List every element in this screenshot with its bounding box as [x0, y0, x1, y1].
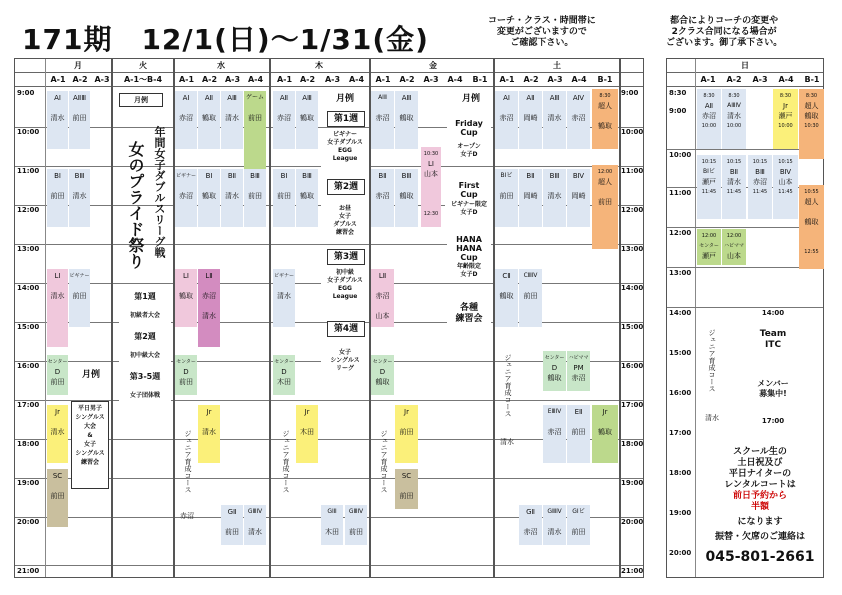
members-wanted: メンバー 募集中! [747, 379, 799, 403]
day-mon: 月 [74, 61, 82, 70]
class-cell: センター D 鶴取 [371, 355, 394, 395]
thursday-week3: 第3週 [327, 249, 365, 265]
time-label: 16:00 [621, 362, 644, 370]
junior-course: ジュニア育成コース [380, 429, 388, 493]
class-cell: ゲーム 前田 [244, 91, 266, 169]
friday-cup3: HANA HANA Cup [447, 235, 491, 265]
class-cell: SC 前田 [395, 469, 418, 509]
time-label: 18:00 [669, 469, 692, 477]
class-cell: 10:55 超人 鶴取 12:55 [799, 185, 824, 269]
time-label: 20:00 [669, 549, 692, 557]
class-cell: AⅡ 鶴取 [198, 91, 220, 149]
class-cell: 赤沼 [180, 512, 194, 520]
weekday-schedule-grid [14, 58, 644, 578]
class-cell: 12:00 ハピママ 山本 [722, 229, 746, 265]
friday-cup2: First Cup [447, 181, 491, 203]
monday-event-title: 月例 [73, 367, 109, 385]
team-itc: Team ITC [747, 329, 799, 357]
court: B-1 [472, 75, 488, 84]
class-cell: 10:30 LⅠ 山本 12:30 [421, 147, 441, 227]
court: B-1 [597, 75, 613, 84]
class-cell: BⅣ 岡崎 [567, 169, 590, 227]
court: A-3 [752, 75, 768, 84]
rental-info: スクール生の 土日祝及び 平日ナイターの レンタルコートは [724, 447, 796, 490]
court: A-1 [499, 75, 515, 84]
court: A-2 [726, 75, 742, 84]
class-cell: 8:30 AⅢⅣ 清水 10:00 [722, 89, 746, 149]
class-cell: 10:15 BⅢ 赤沼 11:45 [748, 155, 772, 219]
time-label: 9:00 [621, 89, 639, 97]
court: A-4 [247, 75, 264, 84]
court: A-4 [447, 75, 463, 84]
court: B-1 [804, 75, 820, 84]
class-cell: AⅡ 赤沼 [273, 91, 295, 149]
time-label: 18:00 [17, 440, 40, 448]
day-header-row [15, 59, 643, 73]
class-cell: LⅠ 鶴取 [175, 269, 197, 327]
class-cell: AⅡ 岡崎 [519, 91, 542, 149]
rental-tail: になります [737, 517, 783, 527]
sunday-t2: 17:00 [747, 417, 799, 429]
class-cell: GⅡ 前田 [221, 505, 243, 545]
court: A-1 [375, 75, 391, 84]
court: A-4 [778, 75, 794, 84]
court: A-3 [224, 75, 241, 84]
class-cell: BⅠビ 前田 [495, 169, 518, 227]
time-label: 11:00 [17, 167, 40, 175]
court: A-2 [72, 75, 88, 84]
time-label: 16:00 [17, 362, 40, 370]
class-cell: AⅠ 赤沼 [175, 91, 197, 149]
thursday-week1-event: ビギナー 女子ダブルス EGG League [321, 131, 369, 169]
class-cell: AⅢ 鶴取 [395, 91, 418, 149]
tuesday-league: 年間女子ダブルスリーグ戦 [153, 126, 166, 258]
class-cell: AⅠⅡ 赤沼 [371, 91, 394, 149]
time-label: 19:00 [17, 479, 40, 487]
time-label: 10:00 [17, 128, 40, 136]
class-cell: GⅢⅣ 清水 [543, 505, 566, 545]
thursday-monthly-label: 月例 [325, 93, 365, 107]
time-label: 20:00 [17, 518, 40, 526]
court: A-1～B-4 [123, 75, 163, 84]
day-tue: 火 [139, 61, 147, 70]
court: A-3 [94, 75, 110, 84]
time-label: 14:00 [17, 284, 40, 292]
junior-course: ジュニア育成コース [282, 429, 290, 493]
friday-practice: 各種 練習会 [447, 303, 491, 331]
contact-phone: 045-801-2661 [705, 549, 815, 565]
notice-merge: 都合によりコーチの変更や 2クラス合同になる場合が ございます。御了承下さい。 [666, 16, 783, 48]
class-cell: LⅡ 赤沼 山本 [371, 269, 394, 327]
class-cell: EⅡ 前田 [567, 405, 590, 463]
time-label: 11:00 [621, 167, 644, 175]
time-label: 19:00 [669, 509, 692, 517]
class-cell: 清水 [705, 414, 719, 422]
class-cell: Jr 木田 [296, 405, 318, 463]
class-cell: BⅢ 鶴取 [395, 169, 418, 227]
court: A-1 [50, 75, 66, 84]
class-cell: 12:00 センター 瀬戸 [697, 229, 721, 265]
class-cell: 8:30 Jr 瀬戸 10:00 [773, 89, 798, 149]
tuesday-monthly-label: 月例 [119, 93, 163, 107]
time-label: 18:00 [621, 440, 644, 448]
class-cell: BⅠ 前田 [273, 169, 295, 227]
court: A-3 [324, 75, 341, 84]
sunday-t1: 14:00 [747, 309, 799, 321]
day-sat: 土 [553, 61, 561, 70]
class-cell: GⅡ 赤沼 [519, 505, 542, 545]
notice-coach-change: コーチ・クラス・時間帯に 変更がございますので ご確認下さい。 [488, 16, 596, 48]
time-label: 15:00 [621, 323, 644, 331]
class-cell: LⅡ 赤沼 清水 [198, 269, 220, 347]
court: A-2 [201, 75, 218, 84]
class-cell: AⅠ 清水 [47, 91, 68, 149]
day-thu: 木 [315, 61, 323, 70]
court: A-1 [178, 75, 195, 84]
class-cell: AⅢ 清水 [543, 91, 566, 149]
thursday-week2-event: お昼 女子 ダブルス 練習会 [321, 205, 369, 241]
friday-cup1: Friday Cup [447, 119, 491, 149]
junior-course: ジュニア育成コース [504, 353, 512, 417]
tuesday-week2-event: 初中級大会 [119, 351, 171, 363]
tuesday-week35: 第3-5週 [119, 371, 171, 385]
time-label: 21:00 [17, 567, 40, 575]
court: A-3 [423, 75, 439, 84]
court: A-3 [547, 75, 563, 84]
friday-cup1-sub: オープン 女子D [447, 143, 491, 163]
class-cell: LⅠ 清水 [47, 269, 68, 347]
day-sun: 日 [741, 61, 749, 70]
class-cell: BⅢ 前田 [244, 169, 266, 227]
class-cell: BⅠ 前田 [47, 169, 68, 227]
class-cell: AⅢ 鶴取 [296, 91, 318, 149]
class-cell: センター D 前田 [175, 355, 197, 395]
class-cell: BⅢ 清水 [69, 169, 90, 227]
time-label: 15:00 [17, 323, 40, 331]
court: A-2 [523, 75, 539, 84]
time-label: 19:00 [621, 479, 644, 487]
class-cell: BⅢ 清水 [543, 169, 566, 227]
class-cell: センター D 木田 [273, 355, 295, 395]
class-cell: 10:15 BⅡ 清水 11:45 [722, 155, 746, 219]
time-label: 14:00 [621, 284, 644, 292]
class-cell: BⅠ 鶴取 [198, 169, 220, 227]
time-label: 8:30 [669, 89, 687, 97]
thursday-week4: 第4週 [327, 321, 365, 337]
court: A-2 [299, 75, 316, 84]
time-label: 10:00 [621, 128, 644, 136]
class-cell: EⅢⅣ 赤沼 [543, 405, 566, 463]
class-cell: 8:30 超人 鶴取 [592, 89, 618, 149]
time-label: 17:00 [17, 401, 40, 409]
thursday-week1: 第1週 [327, 111, 365, 127]
class-cell: BⅢ 鶴取 [296, 169, 318, 227]
page-title: 171期 12/1(日)～1/31(金) [22, 23, 429, 56]
class-cell: CⅢⅣ 前田 [519, 269, 542, 327]
time-label: 17:00 [621, 401, 644, 409]
class-cell: ビギナー 清水 [273, 269, 295, 327]
class-cell: センター D 前田 [47, 355, 68, 395]
class-cell: 8:30 超人 鶴取 10:30 [799, 89, 824, 159]
friday-cup3-sub: 年齢限定 女子D [445, 263, 493, 283]
time-label: 12:00 [621, 206, 644, 214]
class-cell: センター D 鶴取 [543, 351, 566, 391]
class-cell: SC 前田 [47, 469, 68, 527]
day-header-row [667, 59, 823, 73]
court-header-row [667, 73, 823, 87]
class-cell: 10:15 BⅠビ 瀬戸 11:45 [697, 155, 721, 219]
time-label: 17:00 [669, 429, 692, 437]
class-cell: Jr 清水 [47, 405, 68, 463]
sunday-schedule-grid [666, 58, 824, 578]
class-cell: Jr 前田 [395, 405, 418, 463]
class-cell: AⅣ 赤沼 [567, 91, 590, 149]
class-cell: CⅡ 鶴取 [495, 269, 518, 327]
class-cell: GⅢⅣ 前田 [345, 505, 367, 545]
time-label: 9:00 [669, 107, 687, 115]
class-cell: BⅡ 清水 [221, 169, 243, 227]
time-label: 10:00 [669, 151, 692, 159]
class-cell: AⅠ 赤沼 [495, 91, 518, 149]
time-label: 9:00 [17, 89, 35, 97]
class-cell: 12:00 超人 前田 [592, 165, 618, 249]
class-cell: GⅠビ 前田 [567, 505, 590, 545]
friday-monthly-label: 月例 [451, 93, 491, 107]
time-label: 12:00 [17, 206, 40, 214]
class-cell: ビギナー 赤沼 [175, 169, 197, 227]
court-header-row [15, 73, 643, 87]
class-cell: ハピママ PM 赤沼 [567, 351, 590, 391]
court: A-1 [700, 75, 716, 84]
class-cell: BⅡ 岡崎 [519, 169, 542, 227]
contact-label: 振替・欠席のご連絡は [714, 532, 805, 542]
time-label: 14:00 [669, 309, 692, 317]
rental-highlight: 前日予約から 半額 [732, 491, 787, 512]
class-cell: Jr 鶴取 [592, 405, 618, 463]
court: A-1 [276, 75, 293, 84]
thursday-week2: 第2週 [327, 179, 365, 195]
class-cell: AⅡⅢ 前田 [69, 91, 90, 149]
time-label: 13:00 [669, 269, 692, 277]
time-label: 13:00 [621, 245, 644, 253]
class-cell: 8:30 AⅡ 赤沼 10:00 [697, 89, 721, 149]
tuesday-festival: 女のプライド祭り [126, 141, 145, 269]
time-label: 15:00 [669, 349, 692, 357]
time-label: 21:00 [621, 567, 644, 575]
thursday-week3-event: 初中級 女子ダブルス EGG League [321, 269, 369, 307]
class-cell: 清水 [500, 438, 514, 446]
time-label: 12:00 [669, 229, 692, 237]
junior-course: ジュニア育成コース [184, 429, 192, 493]
time-label: 20:00 [621, 518, 644, 526]
court: A-4 [571, 75, 587, 84]
time-label: 13:00 [17, 245, 40, 253]
monday-event: 平日男子 シングルス 大会 & 女子 シングルス 練習会 [71, 401, 109, 489]
class-cell: 10:15 BⅣ 山本 11:45 [773, 155, 798, 219]
court: A-4 [348, 75, 365, 84]
class-cell: Jr 清水 [198, 405, 220, 463]
class-cell: GⅠⅡ 木田 [321, 505, 343, 545]
friday-cup2-sub: ビギナー限定 女子D [445, 201, 493, 221]
court: A-2 [399, 75, 415, 84]
class-cell: ビギナー 前田 [69, 269, 90, 327]
tuesday-week35-event: 女子団体戦 [119, 391, 171, 403]
junior-course: ジュニア育成コース [708, 328, 716, 392]
tuesday-week1-event: 初級者大会 [119, 311, 171, 323]
day-wed: 水 [217, 61, 225, 70]
tuesday-week1: 第1週 [123, 291, 167, 305]
class-cell: BⅡ 赤沼 [371, 169, 394, 227]
class-cell: AⅢ 清水 [221, 91, 243, 149]
time-label: 16:00 [669, 389, 692, 397]
tuesday-week2: 第2週 [123, 331, 167, 345]
day-fri: 金 [429, 61, 437, 70]
thursday-week4-event: 女子 シングルス リーグ [321, 349, 369, 379]
time-label: 11:00 [669, 189, 692, 197]
class-cell: GⅢⅣ 清水 [244, 505, 266, 545]
